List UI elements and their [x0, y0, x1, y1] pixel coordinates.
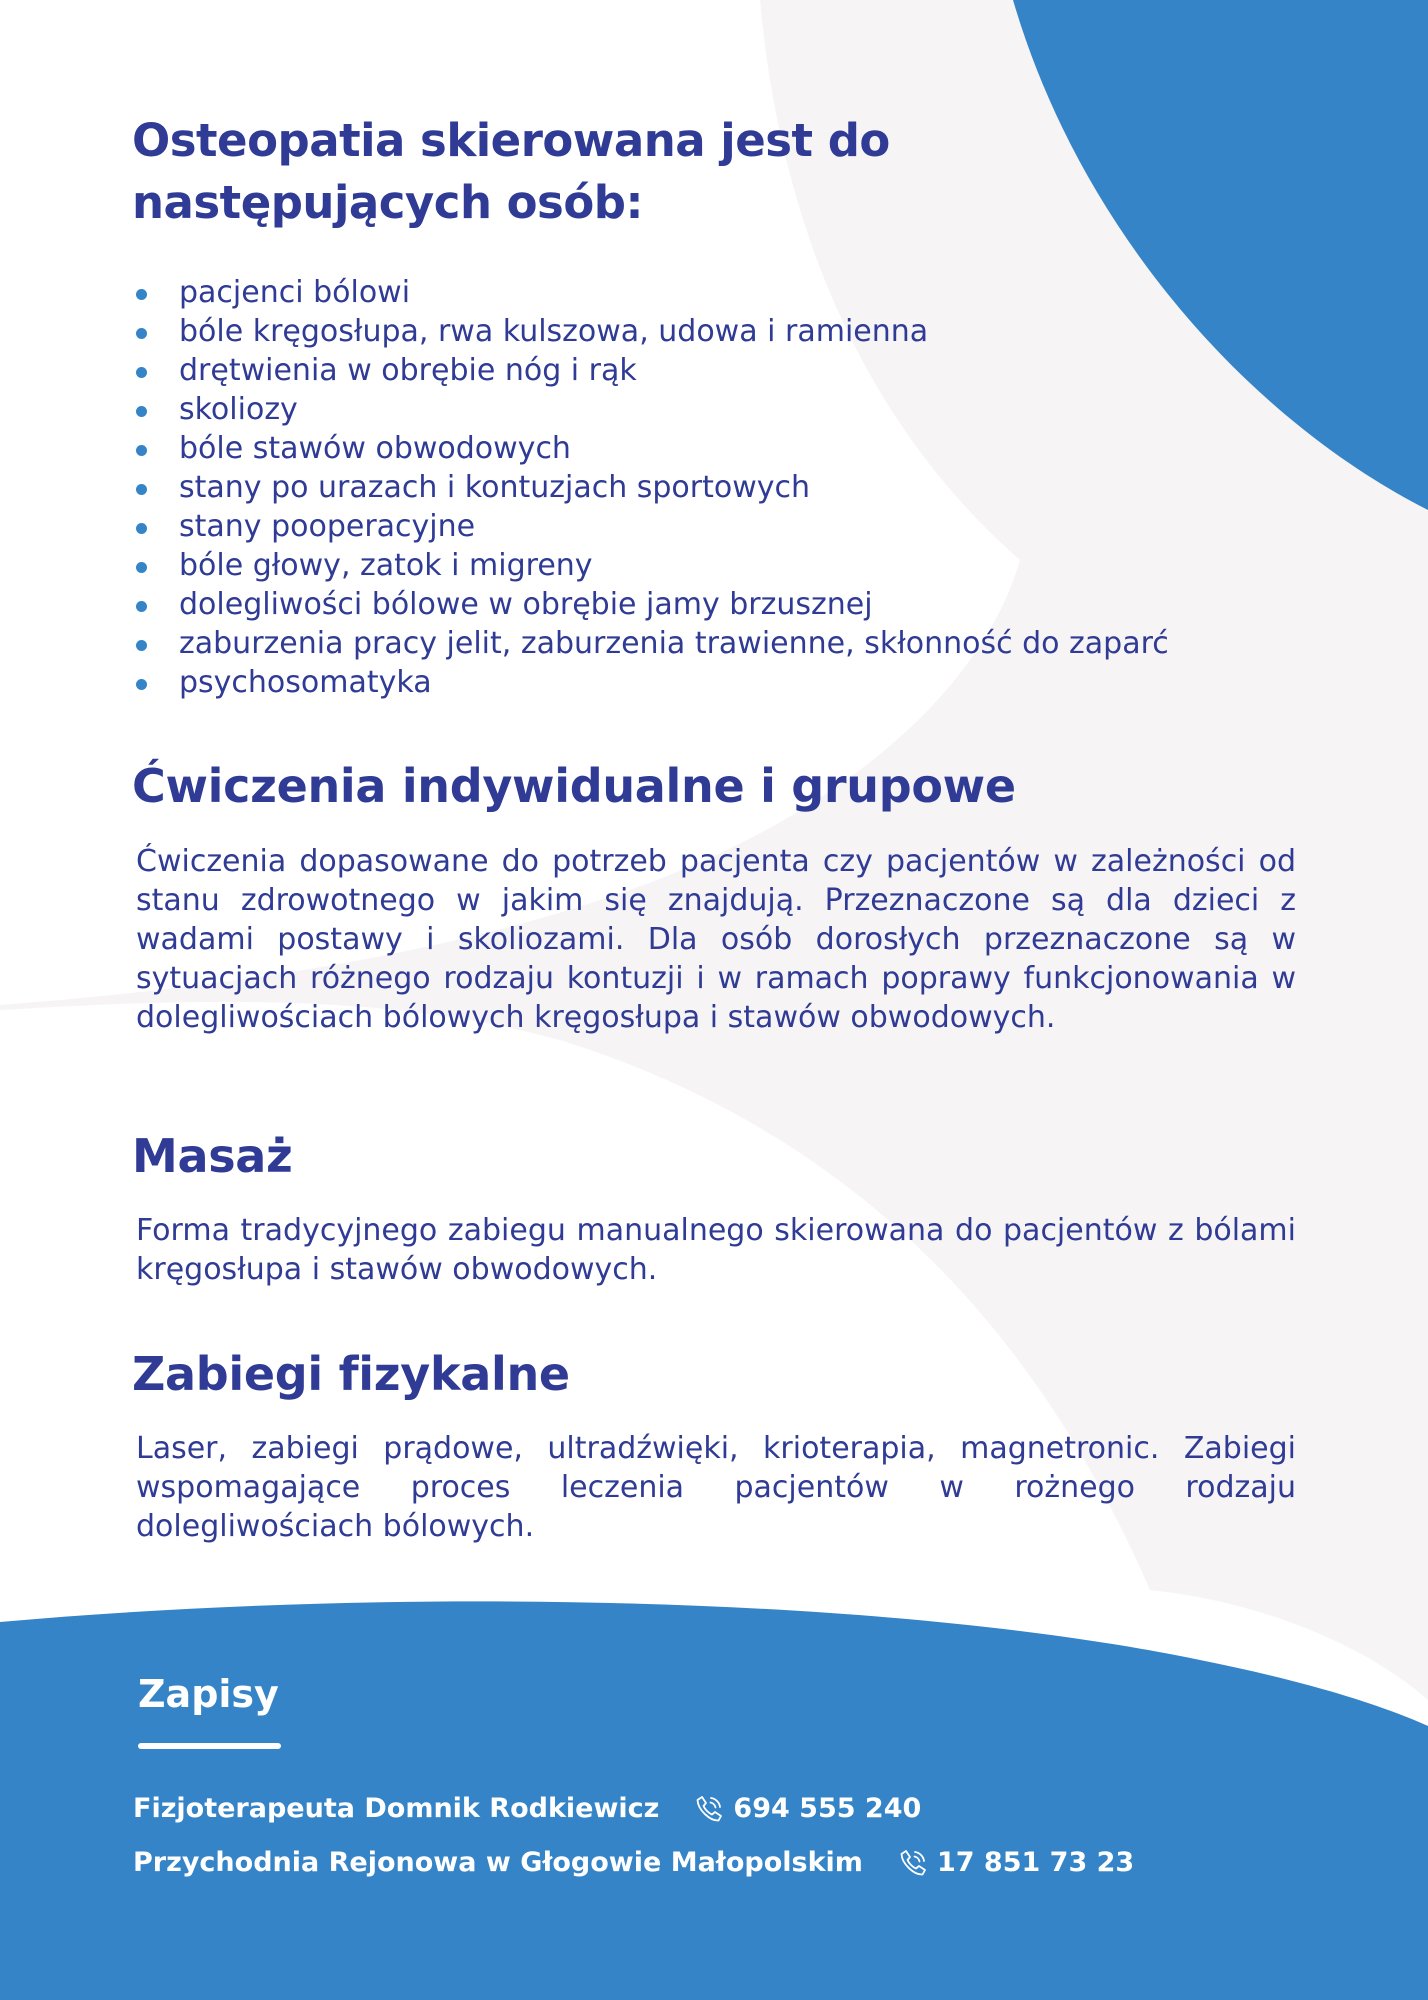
osteopathy-heading-line2: następujących osób:: [132, 176, 643, 229]
list-item: psychosomatyka: [132, 663, 1169, 702]
massage-heading: Masaż: [132, 1129, 293, 1183]
list-item: bóle głowy, zatok i migreny: [132, 546, 1169, 585]
massage-description: Forma tradycyjnego zabiegu manualnego skierowana do pacjentów z bólami kręgosłupa i stawów obwodowych.: [136, 1213, 1296, 1287]
osteopathy-heading-line1: Osteopatia skierowana jest do: [132, 114, 890, 167]
registration-heading: Zapisy: [138, 1672, 279, 1716]
contact-row-clinic: [133, 1845, 1134, 1881]
contact-name: Przychodnia Rejonowa w Głogowie Małopolskim: [133, 1847, 863, 1878]
list-item: skoliozy: [132, 390, 1169, 429]
list-item: dolegliwości bólowe w obrębie jamy brzusznej: [132, 585, 1169, 624]
exercises-description: Ćwiczenia dopasowane do potrzeb pacjenta czy pacjentów w zależności od stanu zdrowotnego w jakim się znajdują. Przeznaczone są dla dzieci z wadami postawy i skoliozami. Dla osób dorosłych przeznaczone są w sytuacjach różnego rodzaju kontuzji i w ramach poprawy funkcjonowania w dolegliwościach bólowych kręgosłupa i stawów obwodowych.: [136, 844, 1296, 1035]
list-item: bóle stawów obwodowych: [132, 429, 1169, 468]
list-item: bóle kręgosłupa, rwa kulszowa, udowa i ramienna: [132, 312, 1169, 351]
list-item: pacjenci bólowi: [132, 273, 1169, 312]
registration-underline: [138, 1743, 281, 1749]
physical-therapy-heading: Zabiegi fizykalne: [132, 1347, 570, 1401]
list-item: zaburzenia pracy jelit, zaburzenia trawienne, skłonność do zaparć: [132, 624, 1169, 663]
list-item: stany po urazach i kontuzjach sportowych: [132, 468, 1169, 507]
list-item: stany pooperacyjne: [132, 507, 1169, 546]
contact-row-physiotherapist: [133, 1791, 921, 1827]
contact-phone[interactable]: 17 851 73 23: [936, 1847, 1135, 1878]
phone-icon: [693, 1793, 725, 1825]
physical-therapy-description: Laser, zabiegi prądowe, ultradźwięki, krioterapia, magnetronic. Zabiegi wspomagające proces leczenia pacjentów w rożnego rodzaju dolegliwościach bólowych.: [136, 1431, 1296, 1544]
contact-phone[interactable]: 694 555 240: [733, 1793, 922, 1824]
phone-icon: [897, 1847, 929, 1879]
contact-name: Fizjoterapeuta Domnik Rodkiewicz: [133, 1793, 660, 1824]
list-item: drętwienia w obrębie nóg i rąk: [132, 351, 1169, 390]
osteopathy-heading: [132, 110, 1032, 234]
osteopathy-indications-list: [132, 273, 1169, 702]
exercises-heading: Ćwiczenia indywidualne i grupowe: [132, 759, 1016, 813]
